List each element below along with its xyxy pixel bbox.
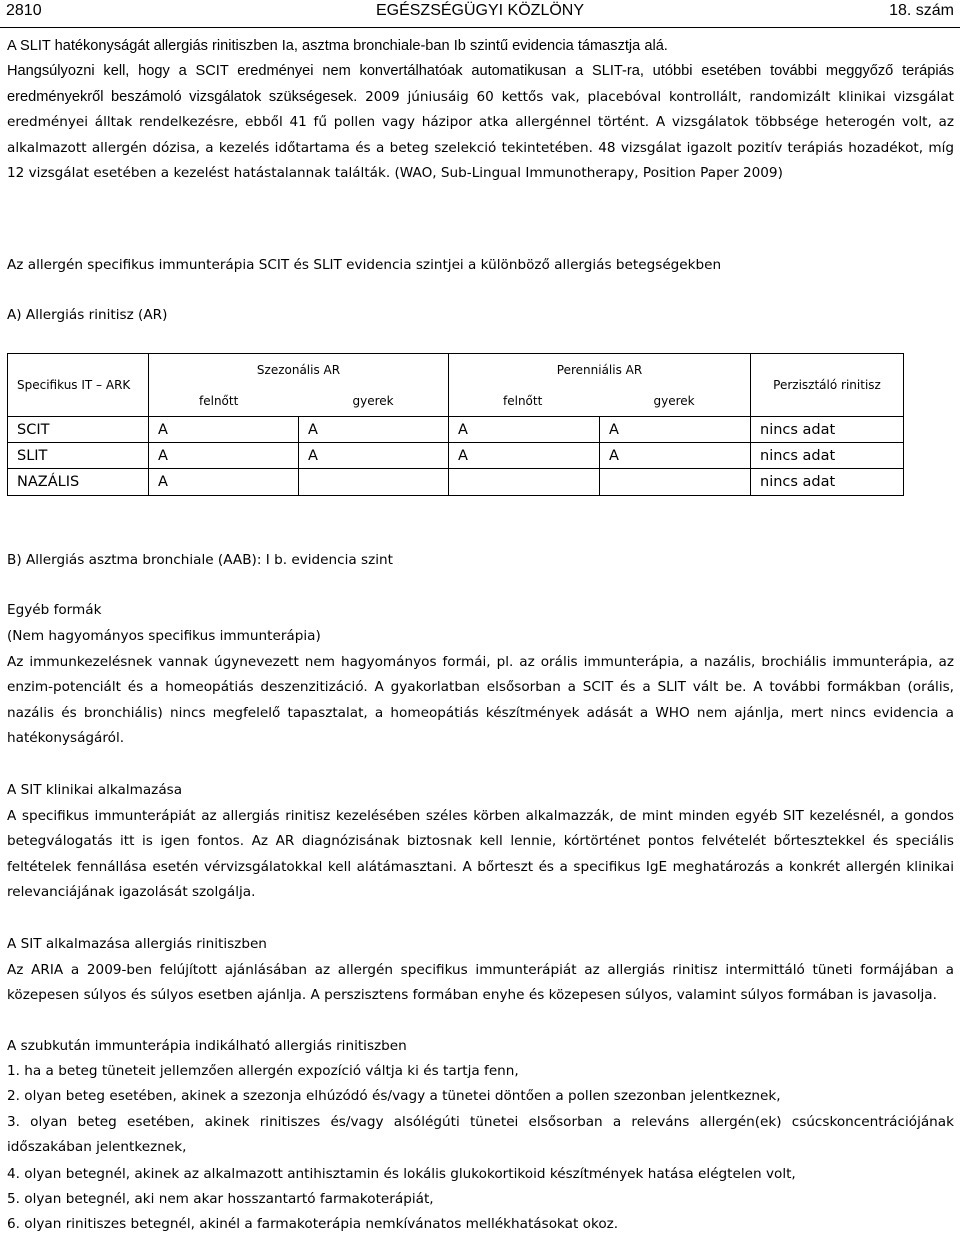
evidence-table	[7, 353, 904, 496]
other-forms-title: Egyéb formák	[7, 602, 102, 618]
table-row	[8, 443, 904, 469]
table-corner-header: Specifikus IT – ARK	[8, 354, 149, 417]
table-cell: nincs adat	[751, 469, 904, 496]
clinical-body: A specifikus immunterápiát az allergiás rinitisz kezelésében széles körben alkalmazzák, de mint minden egyéb SIT kezelésnél, a gondos betegválogatás itt is igen fontos. Az AR diagnózisának biztosnak kell lennie, kórtörténet pontos felvételét bőrtesztekkel és speciális feltételek fennállása esetén vérvizsgálatokkal kell alátámasztani. A bőrteszt és a specifikus IgE meghatározás a konkrét allergén klinikai relevanciájának igazolását szolgálja.	[7, 808, 954, 901]
section-title: Az allergén specifikus immunterápia SCIT és SLIT evidencia szintjei a különböző allergiás betegségekben	[7, 257, 722, 273]
page-header	[0, 0, 960, 26]
other-forms-body: Az immunkezelésnek vannak úgynevezett nem hagyományos formái, pl. az orális immunterápia, a nazális, brochiális immunterápia, az enzim-potenciált és a homeopátiás deszenzitizáció. A gyakorlatban elsősorban a SCIT és a SLIT vált be. A további formákban (orális, nazális és bronchiális) nincs megfelelő tapasztalat, a homeopátiás készítmények adását a WHO nem ajánlja, mert nincs evidencia a hatékonyságáról.	[7, 654, 954, 747]
table-cell	[600, 469, 751, 496]
indication-title: A szubkután immunterápia indikálható allergiás rinitiszben	[7, 1038, 407, 1054]
table-cell	[449, 469, 600, 496]
intro-paragraph	[7, 34, 954, 186]
row-name: NAZÁLIS	[8, 469, 149, 496]
seasonal-child-header: gyerek	[299, 386, 449, 417]
issue-number: 18. szám	[889, 2, 954, 19]
application-body: Az ARIA a 2009-ben felújított ajánlásában az allergén specifikus immunterápiát az allergiás rinitisz intermittáló tüneti formájában a közepesen súlyos és súlyos esetben ajánlja. A perszisztens formában enyhe és közepesen súlyos, valamint súlyos formában is javasolja.	[7, 962, 954, 1004]
perennial-child-header: gyerek	[600, 386, 751, 417]
seasonal-ar-header: Szezonális AR	[149, 354, 449, 386]
table-cell: A	[600, 443, 751, 469]
other-forms-subtitle: (Nem hagyományos specifikus immunterápia)	[7, 628, 321, 644]
row-name: SLIT	[8, 443, 149, 469]
application-title: A SIT alkalmazása allergiás rinitiszben	[7, 936, 267, 952]
list-item: 4. olyan betegnél, akinek az alkalmazott antihisztamin és lokális glukokortikoid készítmények hatása elégtelen volt,	[7, 1166, 796, 1182]
perennial-adult-header: felnőtt	[449, 386, 600, 417]
clinical-title: A SIT klinikai alkalmazása	[7, 782, 183, 798]
table-row	[8, 417, 904, 443]
table-cell: A	[600, 417, 751, 443]
table-cell: nincs adat	[751, 417, 904, 443]
page-number: 2810	[6, 2, 42, 19]
intro-line-3: 2009 júniusáig 60 kettős vak, placebóval kontrollált, randomizált klinikai vizsgálat eredményei álltak rendelkezésre, ebből 41 fű pollen vagy házipor atka allergénnel történt. A vizsgálatok többsége heterogén volt, az alkalmazott allergén dózisa, a kezelés időtartama és a beteg szelekció tekintetében. 48 vizsgálat igazolt pozitív terápiás hozadékot, míg 12 vizsgálat esetében a kezelést hatástalannak találták. (WAO, Sub-Lingual Immunotherapy, Position Paper 2009)	[7, 88, 954, 182]
list-item: 1. ha a beteg tüneteit jellemzően allergén expozíció váltja ki és tartja fenn,	[7, 1063, 519, 1079]
persistent-rhinitis-header: Perzisztáló rinitisz	[751, 354, 904, 417]
list-item: 3. olyan beteg esetében, akinek rinitiszes és/vagy alsólégúti tünetei elsősorban a releváns allergén(ek) csúcskoncentrációjának időszakában jelentkeznek,	[7, 1114, 954, 1156]
list-item: 2. olyan beteg esetében, akinek a szezonja elhúzódó és/vagy a tünetei döntően a pollen szezonban jelentkeznek,	[7, 1088, 781, 1104]
intro-line-1: A SLIT hatékonyságát allergiás rinitiszben Ia, asztma bronchiale-ban Ib szintű evidencia támasztja alá.	[7, 38, 668, 54]
subsection-a-title: A) Allergiás rinitisz (AR)	[7, 307, 168, 323]
journal-title: EGÉSZSÉGÜGYI KÖZLÖNY	[375, 2, 585, 19]
table-cell: A	[299, 417, 449, 443]
subsection-b-title: B) Allergiás asztma bronchiale (AAB): I b. evidencia szint	[7, 552, 393, 568]
table-cell: nincs adat	[751, 443, 904, 469]
intro-line-2: Hangsúlyozni kell, hogy a SCIT eredményei nem konvertálhatóak automatikusan a SLIT-ra, utóbbi esetében további meggyőző terápiás eredményekről beszámoló vizsgálatok szükségesek.	[7, 63, 954, 105]
table-cell: A	[449, 417, 600, 443]
table-cell: A	[149, 417, 299, 443]
row-name: SCIT	[8, 417, 149, 443]
perennial-ar-header: Perenniális AR	[449, 354, 751, 386]
list-item: 5. olyan betegnél, aki nem akar hosszantartó farmakoterápiát,	[7, 1191, 434, 1207]
list-item: 6. olyan rinitiszes betegnél, akinél a farmakoterápia nemkívánatos mellékhatásokat okoz.	[7, 1216, 619, 1232]
table-cell: A	[449, 443, 600, 469]
header-rule	[0, 27, 960, 28]
seasonal-adult-header: felnőtt	[149, 386, 299, 417]
table-cell	[299, 469, 449, 496]
table-cell: A	[149, 443, 299, 469]
table-cell: A	[299, 443, 449, 469]
table-row	[8, 469, 904, 496]
table-cell: A	[149, 469, 299, 496]
